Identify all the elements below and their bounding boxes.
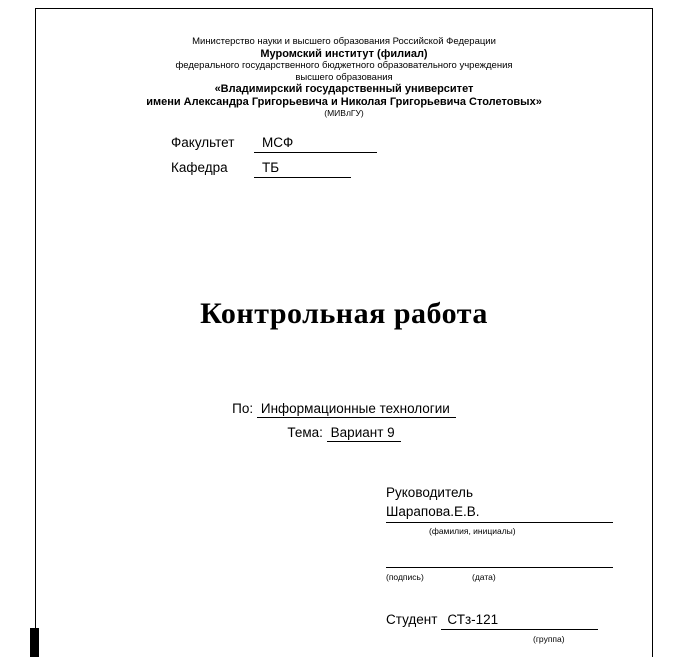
theme-line: [36, 425, 652, 440]
student-label: Студент: [386, 612, 438, 627]
subject-line: [36, 401, 652, 416]
federal-line: федерального государственного бюджетного образовательного учреждения: [175, 60, 513, 71]
group-hint: (группа): [533, 634, 565, 644]
faculty-row: [171, 135, 377, 153]
student-group-value: СТз-121: [441, 612, 598, 630]
supervisor-label: Руководитель: [386, 485, 473, 500]
signature-line: [386, 554, 613, 568]
education-line: высшего образования: [295, 71, 393, 83]
university-line-1: «Владимирский государственный университет: [214, 83, 474, 95]
date-hint: (дата): [472, 572, 496, 582]
title-page: [35, 8, 653, 657]
department-label: Кафедра: [171, 160, 228, 175]
supervisor-name: Шарапова.Е.В.: [386, 504, 613, 523]
subject-label: По:: [232, 401, 254, 416]
abbreviation-line: (МИВлГУ): [324, 108, 364, 118]
institution-header: [36, 36, 652, 119]
department-row: [171, 160, 351, 178]
signature-hint: (подпись): [386, 572, 424, 582]
theme-value: Вариант 9: [327, 425, 401, 442]
institute-line: Муромский институт (филиал): [260, 47, 428, 60]
ministry-line: Министерство науки и высшего образования Российской Федерации: [192, 36, 496, 47]
supervisor-name-hint: (фамилия, инициалы): [429, 526, 516, 536]
student-row: [386, 612, 598, 630]
work-title: Контрольная работа: [200, 297, 488, 330]
faculty-label: Факультет: [171, 135, 235, 150]
faculty-value: МСФ: [254, 135, 377, 153]
theme-label: Тема:: [287, 425, 323, 440]
scan-artifact-mark: [30, 628, 39, 657]
subject-value: Информационные технологии: [257, 401, 456, 418]
university-line-2: имени Александра Григорьевича и Николая Григорьевича Столетовых»: [146, 95, 542, 108]
department-value: ТБ: [254, 160, 351, 178]
